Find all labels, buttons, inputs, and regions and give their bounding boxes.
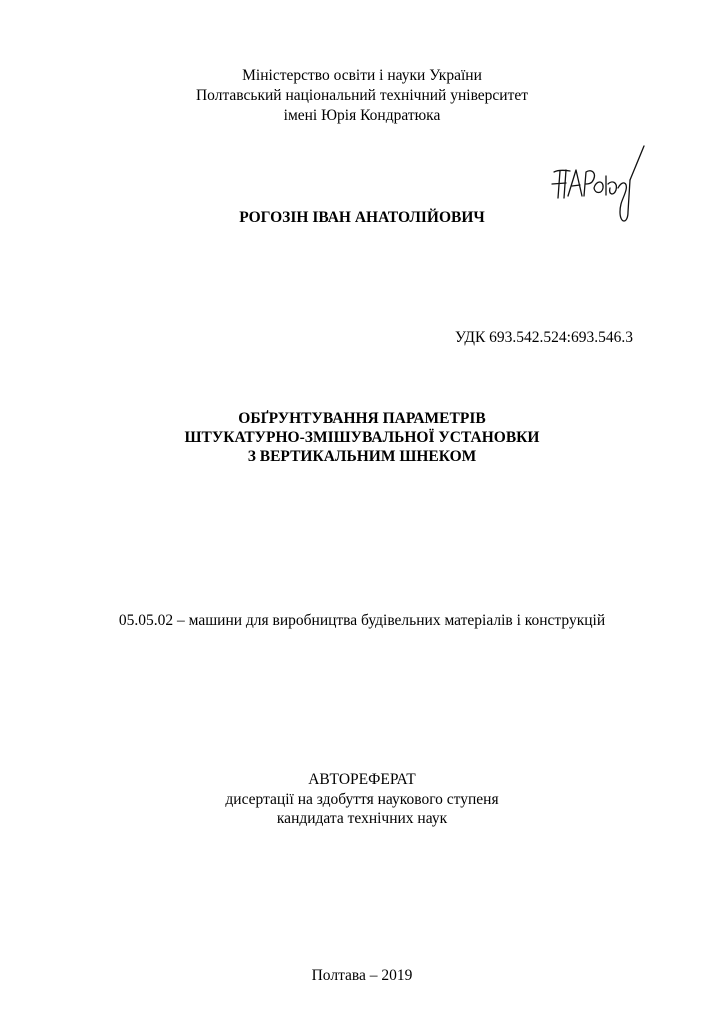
ministry-line: Міністерство освіти і науки України (242, 67, 482, 84)
document-type: АВТОРЕФЕРАТ (308, 771, 416, 788)
university-line: Полтавський національний технічний університет (195, 87, 529, 104)
document-purpose: дисертації на здобуття наукового ступеня (225, 791, 499, 808)
city-year: Полтава – 2019 (311, 967, 413, 984)
udc-code: УДК 693.542.524:693.546.3 (454, 329, 633, 346)
title-line-2: ШТУКАТУРНО-ЗМІШУВАЛЬНОЇ УСТАНОВКИ (184, 429, 540, 446)
author-name: РОГОЗІН ІВАН АНАТОЛІЙОВИЧ (239, 209, 485, 226)
specialty-line: 05.05.02 – машини для виробництва будівельних матеріалів і конструкцій (118, 612, 606, 629)
title-line-1: ОБҐРУНТУВАННЯ ПАРАМЕТРІВ (238, 410, 486, 427)
title-line-3: З ВЕРТИКАЛЬНИМ ШНЕКОМ (247, 448, 477, 465)
named-after-line: імені Юрія Кондратюка (283, 107, 441, 124)
degree-line: кандидата технічних наук (276, 810, 448, 827)
